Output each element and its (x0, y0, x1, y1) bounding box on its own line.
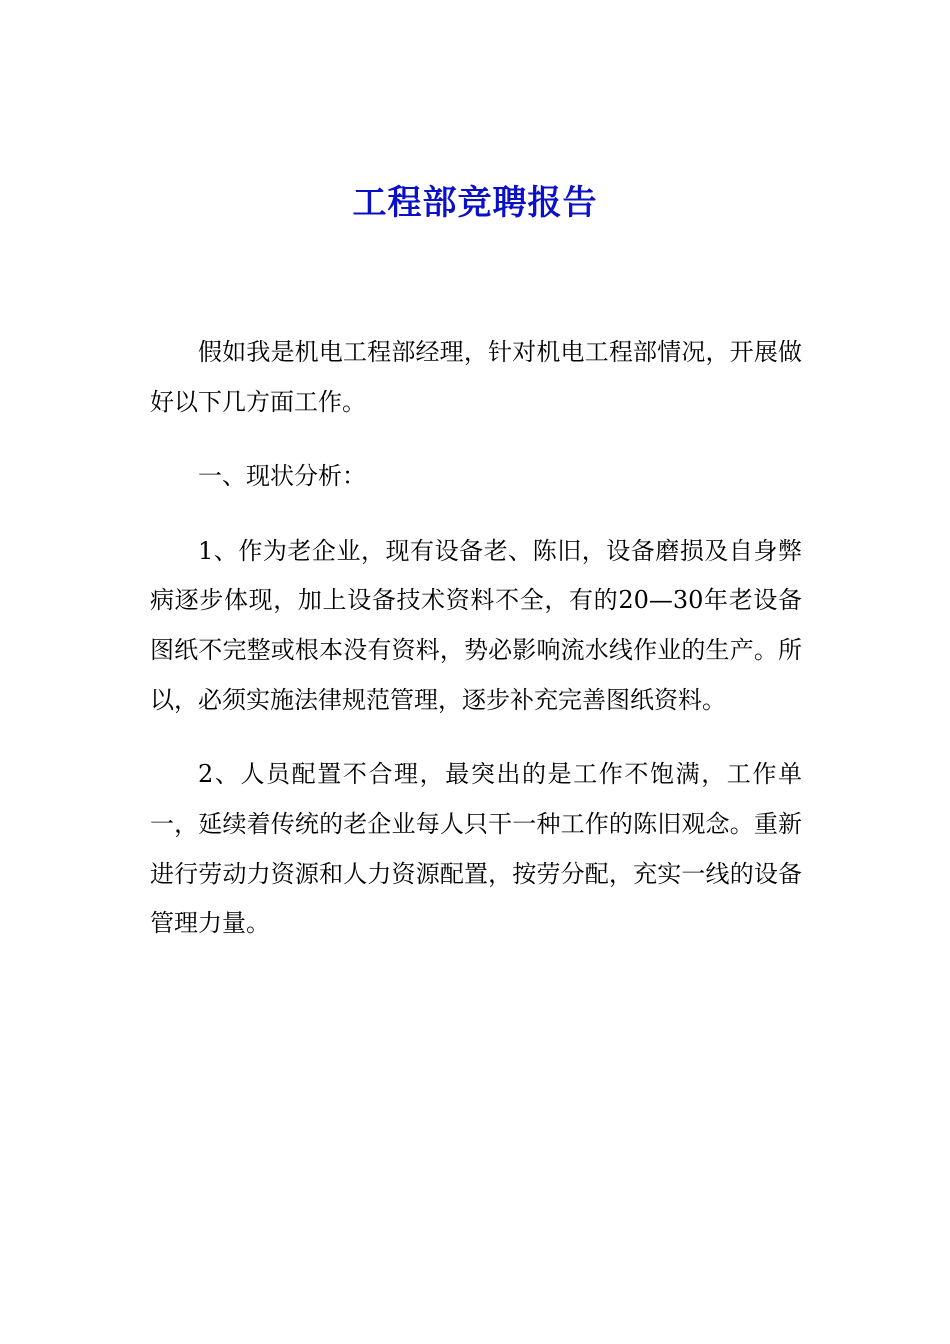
document-body (150, 328, 802, 949)
section-heading-status-analysis: 一、现状分析： (198, 462, 366, 491)
paragraph-point-1: 1、作为老企业，现有设备老、陈旧，设备磨损及自身弊病逐步体现，加上设备技术资料不全，有的20—30年老设备图纸不完整或根本没有资料，势必影响流水线作业的生产。所以，必须实施法律规范管理，逐步补充完善图纸资料。 (150, 536, 802, 714)
page-title: 工程部竞聘报告 (352, 183, 598, 223)
paragraph-intro: 假如我是机电工程部经理，针对机电工程部情况，开展做好以下几方面工作。 (150, 338, 802, 416)
paragraph-point-2: 2、人员配置不合理，最突出的是工作不饱满，工作单一，延续着传统的老企业每人只干一种工作的陈旧观念。重新进行劳动力资源和人力资源配置，按劳分配，充实一线的设备管理力量。 (150, 760, 802, 938)
